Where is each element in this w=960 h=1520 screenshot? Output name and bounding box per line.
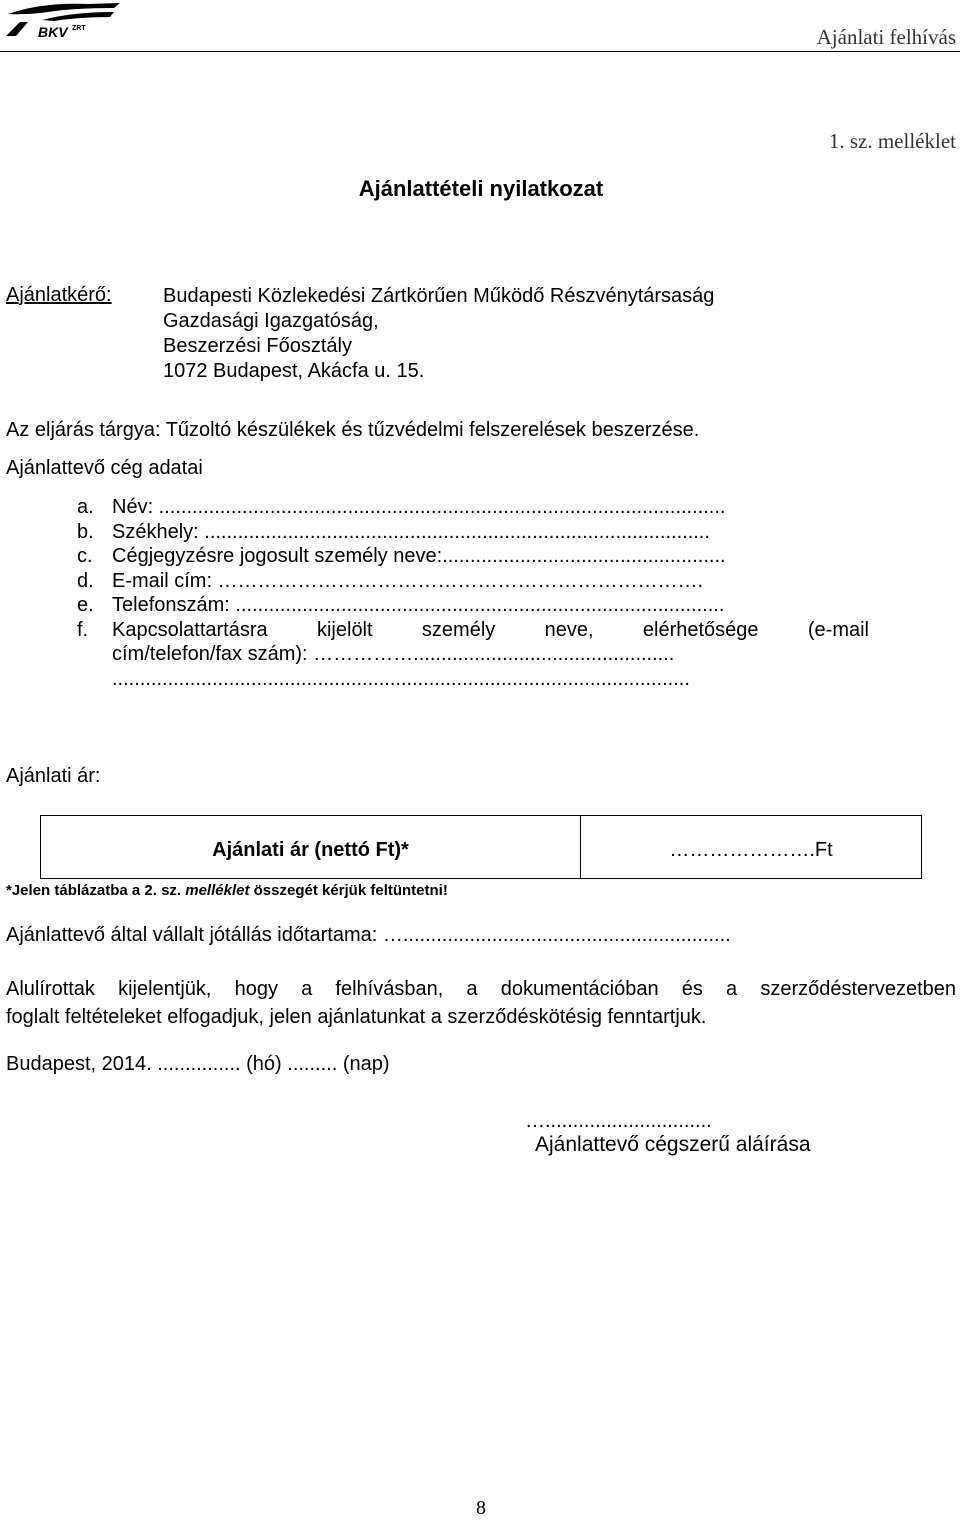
price-label-cell: Ajánlati ár (nettó Ft)*	[41, 816, 581, 878]
annex-label: 1. sz. melléklet	[828, 129, 956, 153]
document-type: Ajánlati felhívás	[816, 25, 956, 49]
list-item	[77, 618, 869, 643]
field-name: Név: ......................................................................................................	[112, 496, 726, 518]
price-heading: Ajánlati ár:	[6, 765, 101, 787]
field-contact-line3: ........................................................................................................	[112, 667, 690, 690]
field-contact-line2: cím/telefon/fax szám): ……………...............................................	[112, 643, 675, 665]
list-marker: a.	[77, 496, 94, 518]
list-marker: b.	[77, 520, 94, 543]
requester-line: Beszerzési Főosztály	[163, 335, 352, 357]
list-item	[77, 593, 869, 618]
list-item	[77, 520, 869, 545]
price-table	[40, 815, 922, 879]
field-contact: Kapcsolattartásra kijelölt személy neve, elérhetősége (e-mail	[112, 618, 869, 641]
footnote-italic: melléklet	[185, 882, 250, 899]
requester-label: Ajánlatkérő:	[6, 284, 112, 306]
page-title: Ajánlattételi nyilatkozat	[358, 176, 604, 201]
footnote-suffix: összegét kérjük feltüntetni!	[249, 882, 448, 899]
logo-superscript: ZRT	[72, 25, 86, 32]
list-item	[77, 544, 869, 569]
field-email: E-mail cím: ……………………………………………………………….	[112, 569, 704, 592]
logo-text: BKV	[38, 24, 68, 40]
list-item	[77, 569, 869, 594]
declaration-statement	[6, 975, 956, 1031]
statement-line: Alulírottak kijelentjük, hogy a felhívásban, a dokumentációban és a szerződéstervezetben	[6, 978, 956, 1000]
field-seat: Székhely: ...........................................................................................	[112, 520, 710, 543]
requester-address	[163, 284, 714, 384]
procedure-subject: Az eljárás tárgya: Tűzoltó készülékek és tűzvédelmi felszerelések beszerzése.	[6, 419, 700, 441]
field-phone: Telefonszám: ........................................................................................	[112, 594, 725, 616]
list-marker: d.	[77, 569, 94, 592]
field-signatory: Cégjegyzésre jogosult személy neve:...................................................	[112, 545, 726, 567]
requester-line: 1072 Budapest, Akácfa u. 15.	[163, 360, 425, 382]
header-divider	[0, 51, 960, 52]
bidder-fields-list	[77, 495, 869, 691]
place-date: Budapest, 2014. ............... (hó) ......... (nap)	[6, 1053, 390, 1075]
list-marker: e.	[77, 594, 94, 616]
list-item-continuation	[77, 642, 869, 667]
requester-line: Gazdasági Igazgatóság,	[163, 310, 379, 332]
footnote-prefix: *Jelen táblázatba a 2. sz.	[6, 882, 186, 899]
signature-line: …..............................	[525, 1110, 712, 1132]
statement-line: foglalt feltételeket elfogadjuk, jelen ajánlatunkat a szerződéskötésig fenntartjuk.	[6, 1006, 707, 1028]
price-value-cell: ………………….Ft	[669, 838, 833, 861]
warranty-line: Ajánlattevő által vállalt jótállás időtartama: …...........................................................	[6, 924, 731, 946]
list-marker: c.	[77, 545, 93, 567]
list-item	[77, 495, 869, 520]
requester-line: Budapesti Közlekedési Zártkörűen Működő Részvénytársaság	[163, 285, 715, 307]
bidder-heading: Ajánlattevő cég adatai	[6, 457, 203, 479]
page-number: 8	[476, 1497, 486, 1519]
signature-label: Ajánlattevő cégszerű aláírása	[535, 1133, 811, 1156]
bkv-logo	[2, 0, 122, 42]
list-item-continuation	[77, 667, 869, 692]
list-marker: f.	[77, 618, 89, 641]
price-footnote	[6, 882, 448, 899]
